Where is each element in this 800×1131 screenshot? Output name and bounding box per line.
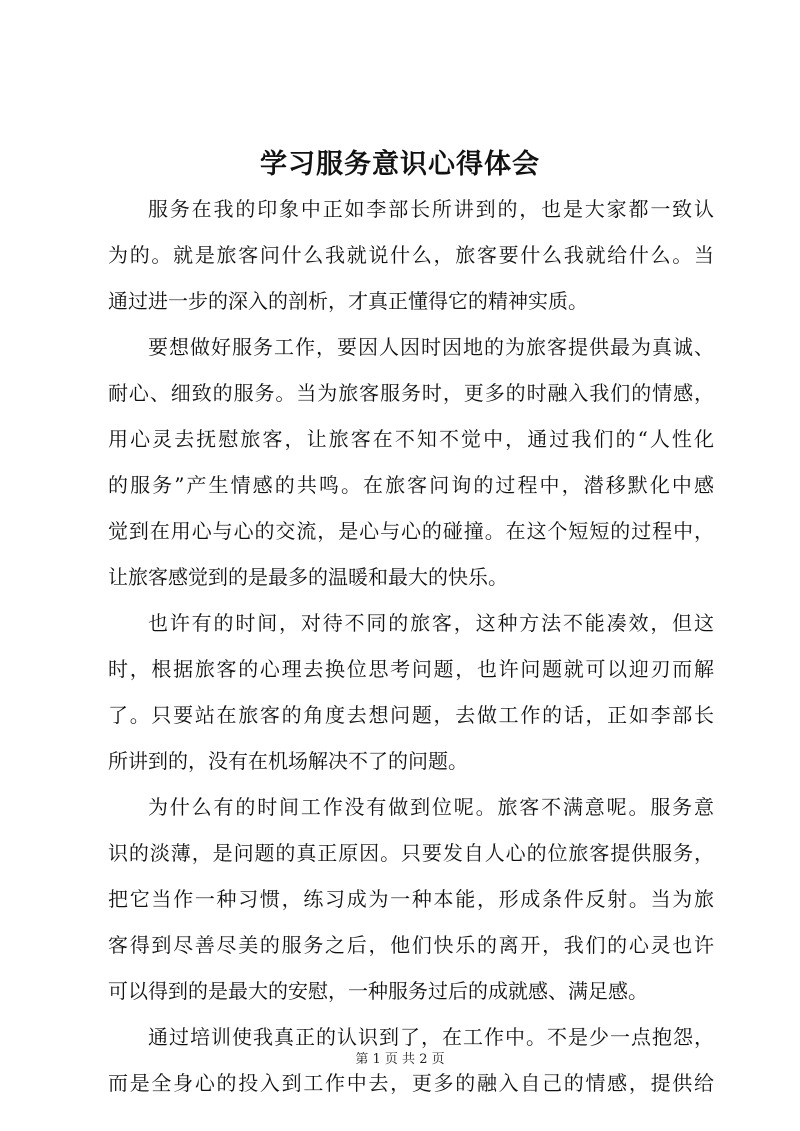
text-line: 了。只要站在旅客的角度去想问题，去做工作的话，正如李部长 xyxy=(108,703,714,727)
paragraph-3 xyxy=(108,600,714,784)
text-line: 的服务”产生情感的共鸣。在旅客问询的过程中，潜移默化中感 xyxy=(108,473,714,497)
text-line: 识的淡薄，是问题的真正原因。只要发自人心的位旅客提供服务， xyxy=(108,841,714,865)
text-line: 觉到在用心与心的交流，是心与心的碰撞。在这个短短的过程中， xyxy=(108,519,714,543)
text-line: 为的。就是旅客问什么我就说什么，旅客要什么我就给什么。当 xyxy=(108,243,714,267)
text-line: 所讲到的，没有在机场解决不了的问题。 xyxy=(108,749,468,773)
paragraph-4 xyxy=(108,784,714,1014)
paragraph-1 xyxy=(108,186,714,324)
text-line: 通过培训使我真正的认识到了，在工作中。不是少一点抱怨， xyxy=(148,1025,714,1049)
document-body xyxy=(108,186,714,1106)
page-footer: 第 1 页 共 2 页 xyxy=(355,1052,445,1067)
text-line: 而是全身心的投入到工作中去，更多的融入自己的情感，提供给 xyxy=(108,1071,714,1095)
text-line: 时，根据旅客的心理去换位思考问题，也许问题就可以迎刃而解 xyxy=(108,657,714,681)
text-line: 用心灵去抚慰旅客，让旅客在不知不觉中，通过我们的“人性化 xyxy=(108,427,714,451)
text-line: 把它当作一种习惯，练习成为一种本能，形成条件反射。当为旅 xyxy=(108,887,714,911)
text-line: 为什么有的时间工作没有做到位呢。旅客不满意呢。服务意 xyxy=(148,795,714,819)
document-title: 学习服务意识心得体会 xyxy=(260,149,540,180)
text-line: 服务在我的印象中正如李部长所讲到的，也是大家都一致认 xyxy=(148,197,714,221)
text-line: 也许有的时间，对待不同的旅客，这种方法不能凑效，但这 xyxy=(148,611,714,635)
paragraph-2 xyxy=(108,324,714,600)
text-line: 让旅客感觉到的是最多的温暖和最大的快乐。 xyxy=(108,565,508,589)
text-line: 耐心、细致的服务。当为旅客服务时，更多的时融入我们的情感， xyxy=(108,381,714,405)
text-line: 客得到尽善尽美的服务之后，他们快乐的离开，我们的心灵也许 xyxy=(108,933,714,957)
text-line: 可以得到的是最大的安慰，一种服务过后的成就感、满足感。 xyxy=(108,979,648,1003)
text-line: 通过进一步的深入的剖析，才真正懂得它的精神实质。 xyxy=(108,289,588,313)
text-line: 要想做好服务工作，要因人因时因地的为旅客提供最为真诚、 xyxy=(148,335,714,359)
